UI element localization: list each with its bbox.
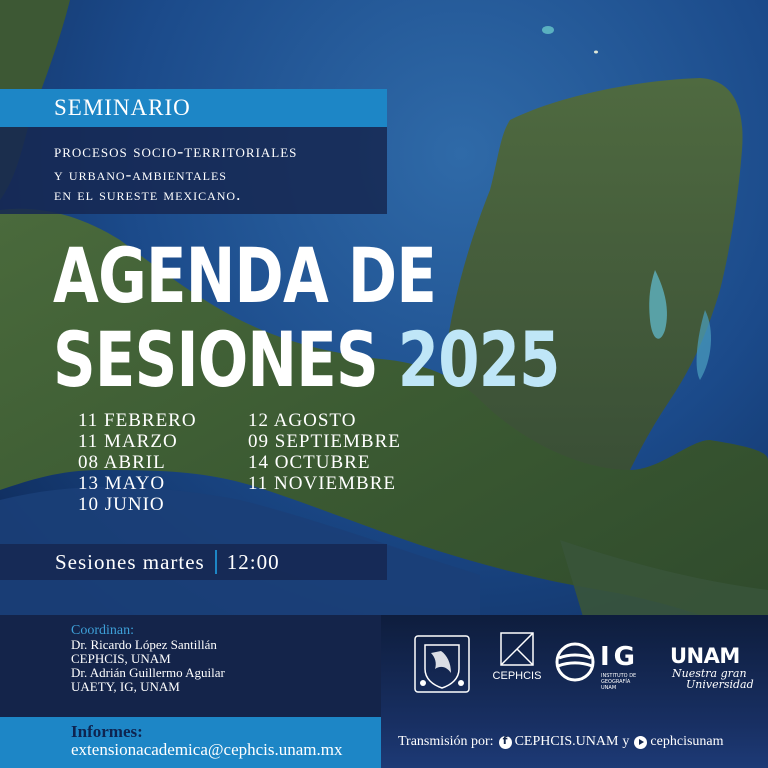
- dates-column-2: [248, 410, 401, 494]
- session-date: 10 JUNIO: [78, 494, 165, 515]
- seminar-title-box: [0, 127, 387, 214]
- unam-wordmark: UNAM: [670, 644, 740, 668]
- session-date: 08 ABRIL: [78, 452, 166, 473]
- cephcis-logo: [488, 632, 546, 692]
- streaming-line: [398, 734, 724, 750]
- session-date: 11 NOVIEMBRE: [248, 473, 396, 494]
- youtube-icon: [634, 736, 647, 749]
- session-date: 13 MAYO: [78, 473, 166, 494]
- info-email[interactable]: extensionacademica@cephcis.unam.mx: [71, 740, 343, 759]
- heading-line-2: [53, 315, 560, 404]
- ig-logo: [555, 642, 645, 692]
- cephcis-mark-icon: [500, 632, 534, 666]
- coordinators-label: Coordinan:: [71, 623, 134, 638]
- streaming-facebook[interactable]: CEPHCIS.UNAM: [514, 734, 619, 749]
- sessions-time: 12:00: [226, 549, 280, 574]
- ig-subtitle-line: INSTITUTO DE: [601, 673, 637, 679]
- session-date: 09 SEPTIEMBRE: [248, 431, 401, 452]
- seminar-title-line-3: en el sureste mexicano.: [54, 185, 242, 204]
- unam-wordmark-logo: [670, 644, 754, 694]
- ig-subtitle: [601, 673, 636, 691]
- seminar-title-line-1: procesos socio-territoriales: [54, 141, 298, 161]
- seminar-label-bar: [0, 89, 387, 127]
- facebook-icon: [499, 736, 512, 749]
- cephcis-logo-text: CEPHCIS: [492, 670, 542, 682]
- coordinator-line: CEPHCIS, UNAM: [71, 651, 171, 666]
- coordinators: [71, 624, 225, 694]
- ig-subtitle-line: GEOGRAFÍA: [601, 679, 631, 685]
- session-date: 12 AGOSTO: [248, 410, 357, 431]
- session-date: 11 FEBRERO: [78, 410, 197, 431]
- globe-icon: [555, 642, 595, 682]
- unam-tagline-line: Universidad: [686, 678, 754, 691]
- unam-shield-logo: [411, 633, 473, 695]
- heading-line-1: AGENDA DE: [53, 231, 437, 320]
- heading-sessions-word: SESIONES: [53, 315, 378, 404]
- dates-column-1: [78, 410, 197, 515]
- coordinator-line: UAETY, IG, UNAM: [71, 679, 180, 694]
- heading-year: 2025: [397, 315, 560, 404]
- streaming-joiner: y: [622, 734, 630, 749]
- info-label: Informes:: [71, 722, 143, 741]
- sessions-divider: [215, 550, 217, 574]
- streaming-youtube[interactable]: cephcisunam: [650, 734, 724, 749]
- sessions-bar: [0, 544, 387, 580]
- unam-tagline: [672, 668, 754, 690]
- session-date: 11 MARZO: [78, 431, 178, 452]
- unam-tagline-line: Nuestra gran: [672, 667, 747, 680]
- ig-subtitle-line: UNAM: [601, 685, 617, 691]
- coordinator-line: Dr. Adrián Guillermo Aguilar: [71, 665, 225, 680]
- session-date: 14 OCTUBRE: [248, 452, 371, 473]
- coordinator-line: Dr. Ricardo López Santillán: [71, 637, 217, 652]
- ig-letters: IG: [600, 642, 640, 672]
- seminar-title-line-2: y urbano-ambientales: [54, 165, 227, 184]
- sessions-day: Sesiones martes: [55, 549, 205, 574]
- seminar-label: SEMINARIO: [54, 95, 191, 120]
- streaming-prefix: Transmisión por:: [398, 734, 494, 749]
